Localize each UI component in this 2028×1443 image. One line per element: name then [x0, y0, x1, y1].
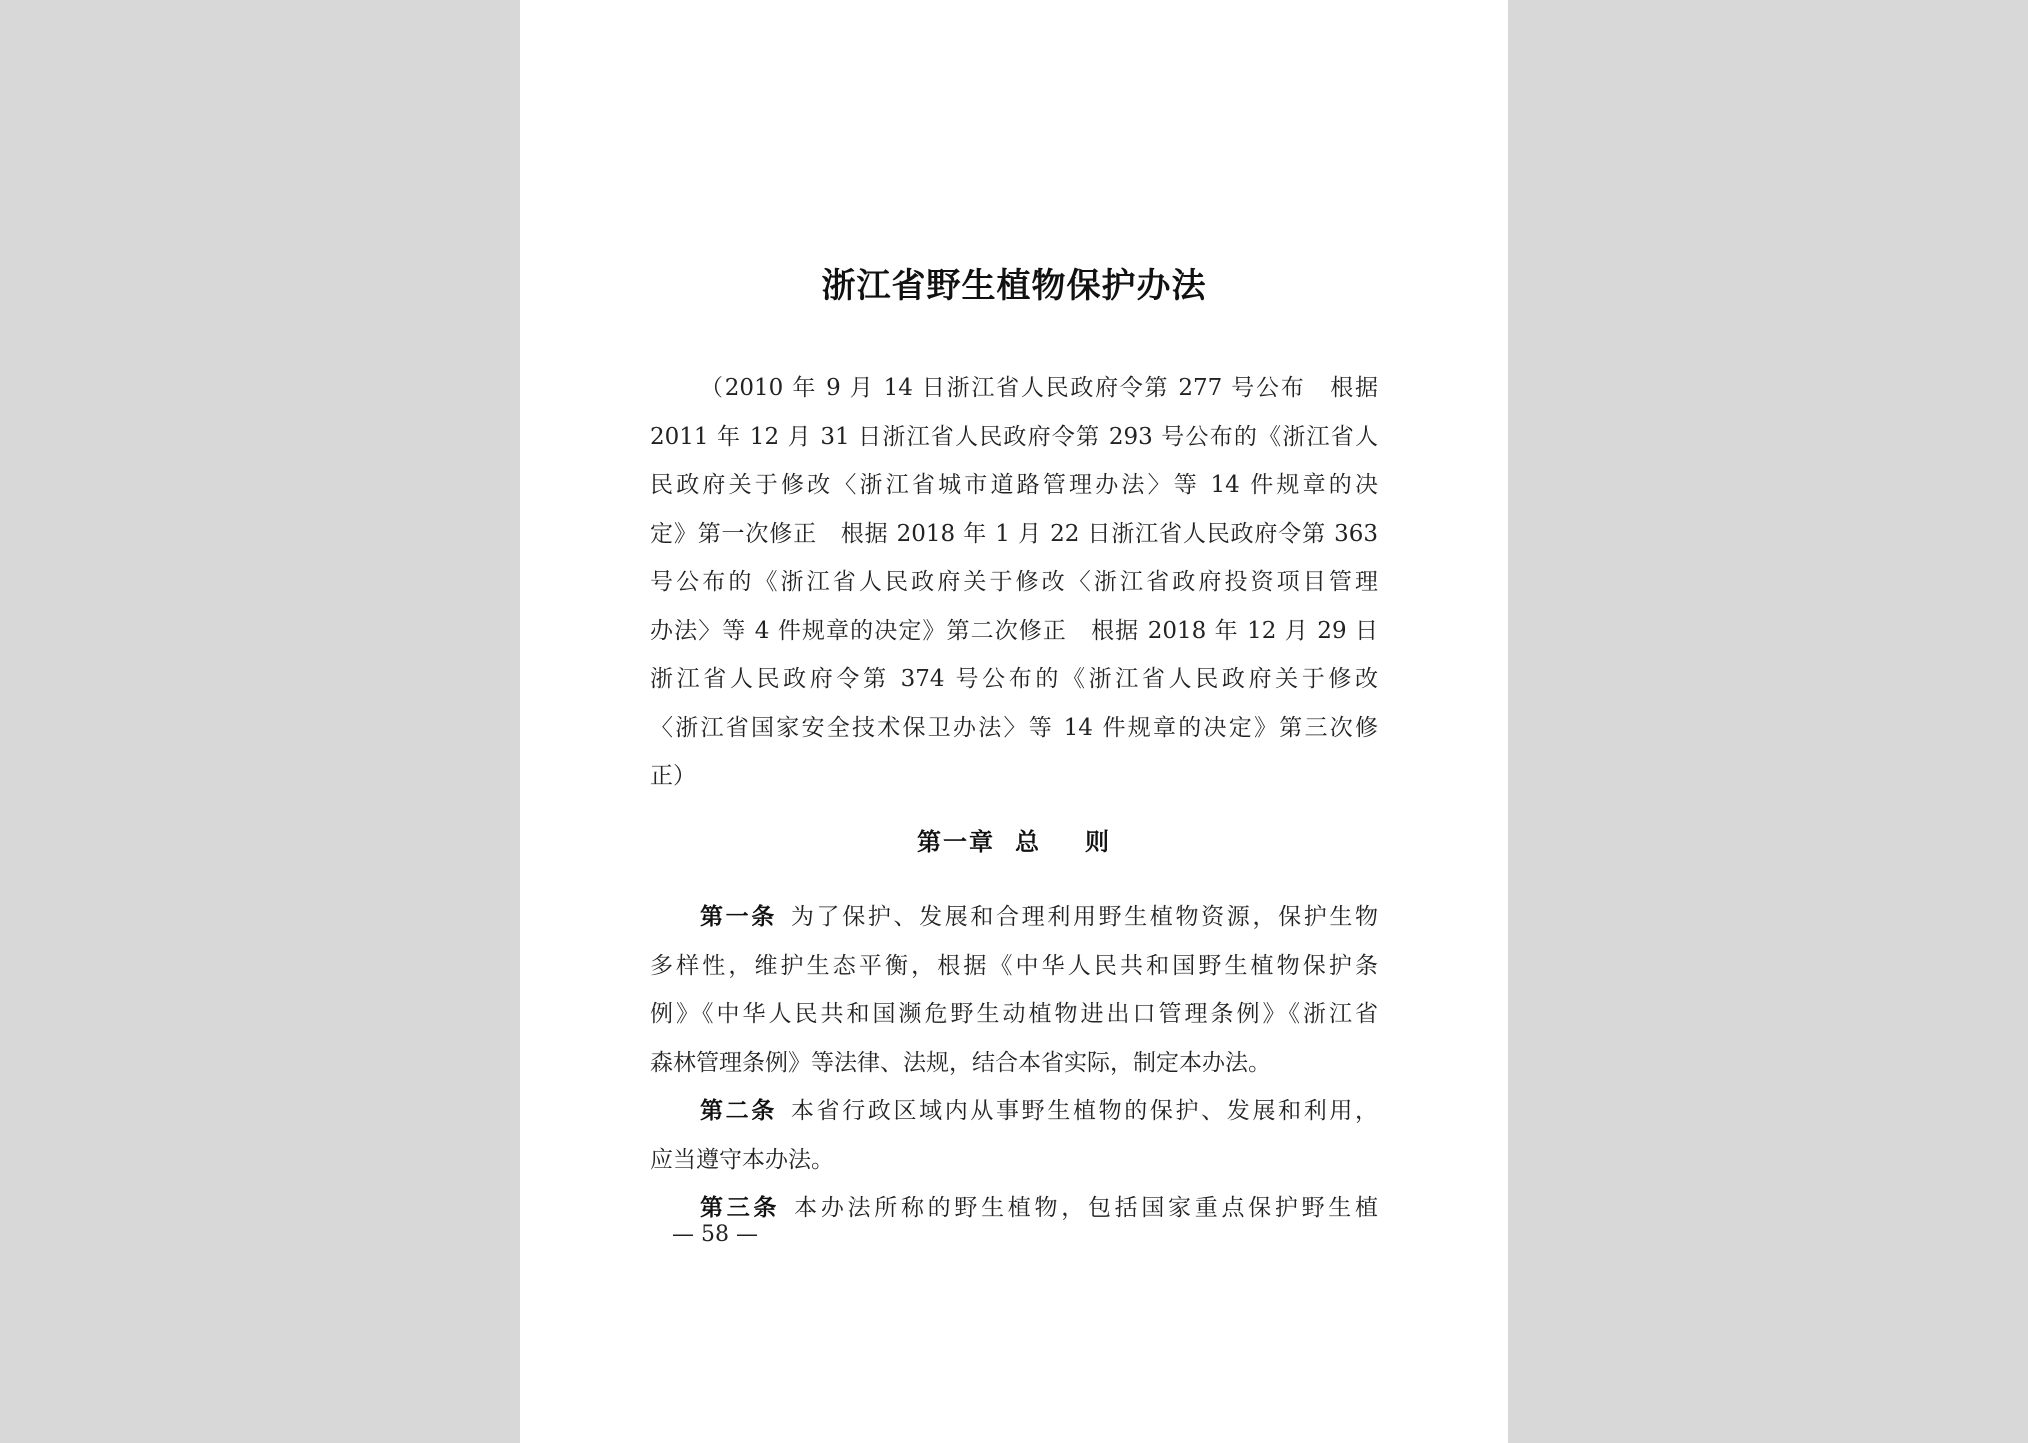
article-text: 为了保护、发展和合理利用野生植物资源，保护生物: [790, 904, 1378, 930]
preamble-line: 2011 年 12 月 31 日浙江省人民政府令第 293 号公布的《浙江省人: [650, 423, 1378, 450]
preamble-line: 正）: [650, 763, 696, 789]
document-page: [520, 0, 1508, 1443]
chapter-name-part2: 则: [1085, 827, 1111, 856]
article-text: 本办法所称的野生植物，包括国家重点保护野生植: [794, 1195, 1378, 1221]
preamble-line: 号公布的《浙江省人民政府关于修改〈浙江省政府投资项目管理: [650, 569, 1378, 595]
page-title: 浙江省野生植物保护办法: [821, 266, 1207, 306]
article-label: 第二条: [700, 1097, 777, 1124]
article-label: 第一条: [700, 903, 777, 930]
article-3: [650, 1184, 1378, 1233]
article-line: 森林管理条例》等法律、法规，结合本省实际，制定本办法。: [650, 1049, 1271, 1076]
preamble-line: 民政府关于修改〈浙江省城市道路管理办法〉等 14 件规章的决: [650, 472, 1378, 498]
preamble: [650, 364, 1378, 801]
chapter-number: 第一章: [917, 827, 995, 856]
preamble-line: （2010 年 9 月 14 日浙江省人民政府令第 277 号公布 根据: [700, 375, 1378, 401]
preamble-line: 〈浙江省国家安全技术保卫办法〉等 14 件规章的决定》第三次修: [650, 714, 1378, 741]
preamble-line: 办法〉等 4 件规章的决定》第二次修正 根据 2018 年 12 月 29 日: [650, 617, 1378, 644]
preamble-line: 定》第一次修正 根据 2018 年 1 月 22 日浙江省人民政府令第 363: [650, 520, 1378, 547]
article-line: [650, 893, 1378, 942]
article-line: 例》《中华人民共和国濒危野生动植物进出口管理条例》《浙江省: [650, 1001, 1378, 1027]
article-line: 多样性，维护生态平衡，根据《中华人民共和国野生植物保护条: [650, 952, 1378, 979]
article-text: 本省行政区域内从事野生植物的保护、发展和利用，: [790, 1098, 1378, 1124]
article-line: [650, 1184, 1378, 1233]
page-number: — 58 —: [672, 1222, 758, 1247]
chapter-heading: [520, 822, 1508, 857]
preamble-line: 浙江省人民政府令第 374 号公布的《浙江省人民政府关于修改: [650, 666, 1378, 692]
article-label: 第三条: [700, 1194, 781, 1221]
article-1: [650, 893, 1378, 1087]
article-line: [650, 1087, 1378, 1136]
chapter-name-part1: 总: [1015, 827, 1041, 856]
article-2: [650, 1087, 1378, 1184]
article-line: 应当遵守本办法。: [650, 1146, 834, 1173]
